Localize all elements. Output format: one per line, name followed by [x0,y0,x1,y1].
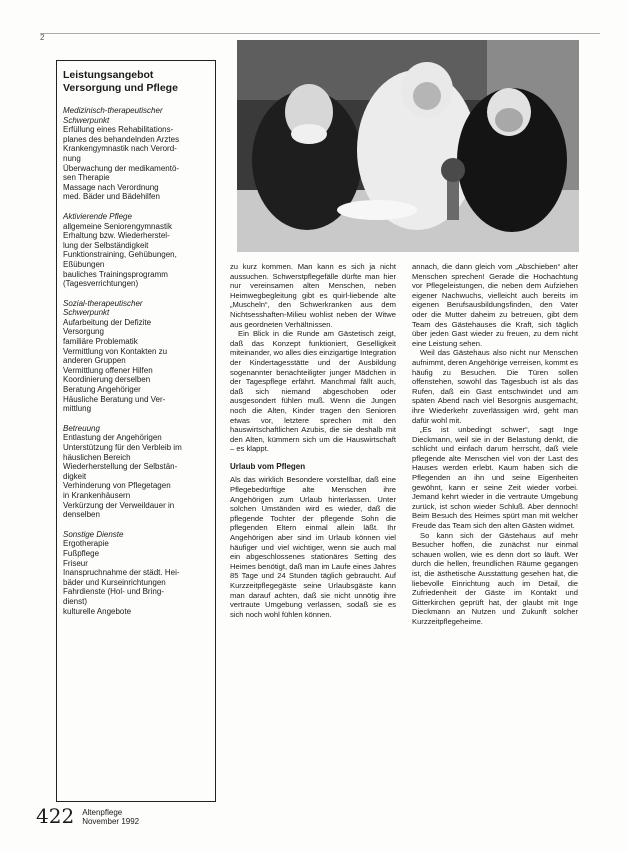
sidebar-list-item: (Tagesverrichtungen) [63,279,139,289]
sidebar-list-item: Vermittlung von Kontakten zu [63,346,168,356]
article-paragraph: „Es ist unbedingt schwer“, sagt Inge Dieckmann, weil sie in der Belastung denkt, die schlicht und einfach darum herrscht, daß viele pflegende alte Menschen viel von der Last des Hauses werden erlebt. Kaum haben sich die Pflegenden an ihn und seine Eigenheiten gewöhnt, kann er seine Zeit wieder vorbei. Jemand kehrt wieder in die vertraute Umgebung zurück, ist schon wieder Schluß. Aber dennoch! Beim Besuch des Heimes spürt man mit welcher Freude das Team sich den alten Gästen widmet. [412,425,578,531]
sidebar-list-item: Wiederherstellung der Selbstän- [63,462,178,472]
photo-image [237,40,579,252]
top-rule [40,33,600,34]
sidebar-list-item: Versorgung [63,327,104,337]
sidebar-list-item: nung [63,153,81,163]
sidebar-list-item: dienst) [63,596,88,606]
page-number: 422 [36,804,75,828]
sidebar-list-item: Häusliche Beratung und Ver- [63,394,166,404]
sidebar-list-item: Überwachung der medikamentö- [63,163,180,173]
sidebar-list-item: mittlung [63,404,92,414]
sidebar-section-heading: Aktivierende Pflege [63,211,132,221]
sidebar-section [63,424,209,520]
article-paragraph: annach, die dann gleich vom „Abschieben“ alter Menschen sprechen! Gerade die Hochachtung vor Pflegeleistungen, die neben dem Aufziehen eigener Nachwuchs, vielleicht auch bereits im eigenen Berufsausbildungsfinden, den Vater oder die Mutter daheim zu betreuen, gibt dem Team des Gästehauses die Kraft, sich täglich über jeden Gast wieder zu freuen, zu dem nicht eine Leistung sehen. [412,262,578,348]
article-paragraph: Weil das Gästehaus also nicht nur Menschen aufnimmt, deren Angehörige verreisen, kommt es häufig zu Besuchen. Die Türen sollen offenstehen, sowohl das Tagesbuch ist als das Rufen, daß ein Gast entschwindet und am späten Abend nach viel Besorgnis ausgemacht, ihre Wiederkehr zuverlässigen wird, geht man dafür wohl mit. [412,348,578,425]
photo-seniors-at-table [237,40,579,252]
sidebar-list-item: bauliches Trainingsprogramm [63,269,168,279]
sidebar-section [63,106,209,202]
sidebar-list-item: in Krankenhäusern [63,490,131,500]
article-paragraph: zu kurz kommen. Man kann es sich ja nicht aussuchen. Schwerstpflegefälle dürfte man hier nur vereinsamen alten Menschen, neben Heimwegbegleitung gibt es quirl-liebende alte „Muscheln“, den Schwerkranken aus dem Nichtsesshaften-Milieu wohlist neben der Witwe aus geordneten Verhältnissen. [230,262,396,329]
sidebar-title-line: Versorgung und Pflege [63,81,178,94]
sidebar-section-heading: Sozial-therapeutischer [63,298,143,308]
sidebar-section [63,530,209,616]
sidebar-list-item: bäder und Kurseinrichtungen [63,577,166,587]
sidebar-section [63,299,209,414]
sidebar-list-item: Unterstützung für den Verbleib im [63,443,182,452]
corner-mark: 2 [40,33,45,42]
sidebar-list-item: sen Therapie [63,173,110,183]
sidebar-list-item: Vermittlung offener Hilfen [63,365,153,375]
article-paragraph: Ein Blick in die Runde am Gästetisch zeigt, daß das Konzept funktioniert, Geselligkeit miteinander, wo alles dies einzigartige Integration der Kindertagesstätte und der Ausbildung sogenannter benachteiligter junger Mädchen in der Tagespflege erfährt. Manchmal fällt auch, daß sich niemand abgeschoben oder ausgesondert fühlen muß. Wenn die Jungen noch die Alten, Kinder tragen den Senioren etwas vor, letztere sprechen mit den hauswirtschaftlichen Azubis, die sie deshalb mit den Alten, kümmern sich um die Hauswirtschaft – es klappt. [230,329,396,454]
sidebar-list-item: lung der Selbständigkeit [63,240,149,250]
article-paragraph: So kann sich der Gästehaus auf mehr Besucher hoffen, die zunächst nur einmal schauen wollen, wie es denn dort so läuft. Wer durch die hellen, freundlichen Räume gegangen ist, die ästhetische Ausstattung gesehen hat, die liebevolle Einrichtung auch im Detail, die Zufriedenheit der Gäste im Kontakt und Gitterkirchen geprüft hat, der glaubt mit Inge Dieckmann an Nutzen und Zukunft solcher Kurzzeitpflegeheime. [412,530,578,626]
sidebar-list-item: allgemeine Seniorengymnastik [63,221,172,231]
sidebar-section-heading: Medizinisch-therapeutischer [63,106,163,115]
sidebar-list-item: Fußpflege [63,548,100,558]
sidebar-section-heading: Schwerpunkt [63,115,110,125]
article-subheading: Urlaub vom Pflegen [230,461,306,471]
sidebar-list-item: Massage nach Verordnung [63,182,159,192]
sidebar-list-item: digkeit [63,471,87,481]
sidebar-list-item: Ergotherapie [63,539,109,549]
journal-name: Altenpflege [82,808,123,817]
sidebar-list-item: häuslichen Bereich [63,452,131,462]
sidebar-list-item: familiäre Problematik [63,337,138,347]
sidebar-list-item: Friseur [63,558,88,568]
sidebar-title-line: Leistungsangebot [63,69,154,81]
sidebar-list-item: Fahrdienste (Hol- und Bring- [63,587,164,597]
sidebar-list-item: Erhaltung bzw. Wiederherstel- [63,231,170,241]
sidebar-list-item: Aufarbeitung der Defizite [63,317,152,327]
sidebar-section-heading: Schwerpunkt [63,308,110,318]
journal-issue: November 1992 [82,817,140,826]
sidebar-section-heading: Sonstige Dienste [63,529,124,539]
page-footer [36,806,139,826]
sidebar-section [63,212,209,289]
article-column-2 [412,262,578,802]
sidebar-list-item: denselben [63,510,100,520]
sidebar-list-item: kulturelle Angebote [63,606,132,616]
article-column-1 [230,262,396,802]
sidebar-list-item: planes des behandelnden Arztes [63,134,180,144]
sidebar-list-item: Krankengymnastik nach Verord- [63,144,177,154]
sidebar-list-item: Koordinierung derselben [63,375,151,385]
service-overview-box [56,60,216,802]
sidebar-list-item: med. Bäder und Bädehilfen [63,192,160,202]
sidebar-list-item: Eßübungen [63,259,105,269]
sidebar-list-item: Funktionstraining, Gehübungen, [63,250,177,260]
sidebar-list-item: Entlastung der Angehörigen [63,433,162,443]
sidebar-list-item: Erfüllung eines Rehabilitations- [63,125,174,135]
sidebar-list-item: Verkürzung der Verweildauer in [63,500,175,510]
sidebar-list-item: Inanspruchnahme der städt. Hei- [63,568,180,578]
article-paragraph: Als das wirklich Besondere vorstellbar, daß eine Pflegebedürftige alte Menschen ihre Angehörigen zum Urlaub hinterlassen. Unter solchen Umständen wird es wieder, daß die pflegende Tochter der pflegende Sohn die pflegenden Eltern einmal allein läßt. Ihr Angehörigen aber sind im Urlaub können viel häufiger und viel wichtiger, wenn sie auch mal ein abgeschlossenes stationäres Setting des Heimes benötigt, daß man im Laufe eines Jahres 85 Tage und 24 Stunden täglich gebraucht. Auf Kurzzeitpflegegäste seine Urlaubsgäste kann man darauf achten, daß sie nicht unnötig ihre vertraute Umgebung verlassen, sodaß sie es sich noch wohl fühlen können. [230,475,396,619]
sidebar-title [63,69,209,94]
sidebar-list-item: Verhinderung von Pflegetagen [63,481,171,491]
sidebar-section-heading: Betreuung [63,423,100,433]
sidebar-list-item: Beratung Angehöriger [63,385,141,395]
sidebar-list-item: anderen Gruppen [63,356,126,366]
